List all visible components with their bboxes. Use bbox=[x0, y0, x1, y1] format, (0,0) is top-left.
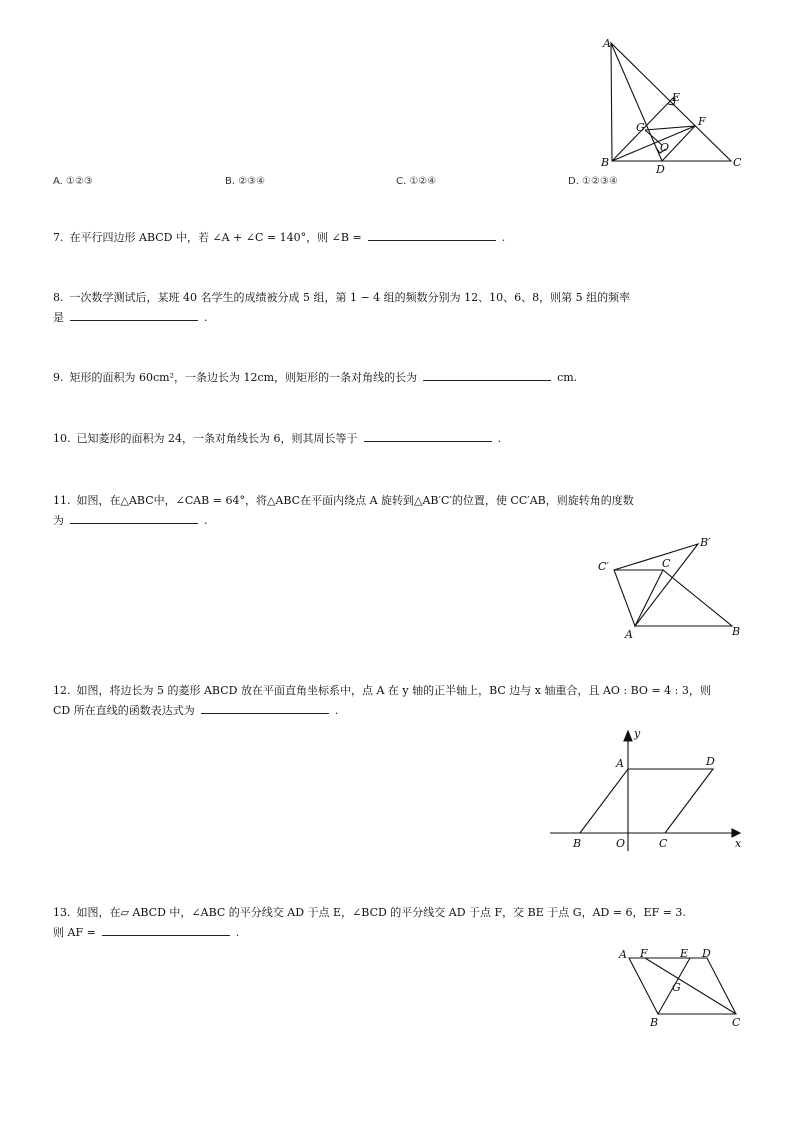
question-13 bbox=[53, 902, 743, 944]
q12-rhombus-abcd bbox=[580, 769, 713, 833]
q7-number: 7. bbox=[53, 231, 64, 244]
q13-label-g: G bbox=[672, 981, 681, 994]
q12-label-b: B bbox=[573, 837, 582, 850]
q13-label-f: F bbox=[640, 947, 648, 960]
question-11 bbox=[53, 490, 743, 532]
q7-text: 在平行四边形 ABCD 中，若 ∠A + ∠C = 140°，则 ∠B = bbox=[69, 231, 362, 244]
q9-number: 9. bbox=[53, 371, 64, 384]
q13-parallelogram-abcd bbox=[629, 958, 736, 1014]
q7-text-end: . bbox=[501, 231, 506, 244]
q12-y-axis-arrow bbox=[624, 731, 632, 741]
q13-label-b: B bbox=[650, 1016, 659, 1029]
q8-text-end: . bbox=[204, 311, 208, 324]
q6-label-a: A bbox=[603, 37, 611, 50]
q10-number: 10. bbox=[53, 432, 71, 445]
q8-text-line1: 一次数学测试后，某班 40 名学生的成绩被分成 5 组，第 1 − 4 组的频数分别为 12、10、6、8，则第 5 组的频率 bbox=[69, 291, 631, 304]
question-10 bbox=[53, 428, 743, 450]
q12-text-line2: CD 所在直线的函数表达式为 bbox=[53, 704, 195, 717]
q11-label-a: A bbox=[625, 628, 633, 641]
q13-text-line1: 如图，在▱ ABCD 中，∠ABC 的平分线交 AD 于点 E，∠BCD 的平分线交 AD 于点 F，交 BE 于点 G，AD = 6，EF = 3. bbox=[76, 906, 686, 919]
q10-text-end: . bbox=[497, 432, 501, 445]
q11-text-end: . bbox=[204, 514, 208, 527]
q8-answer-blank[interactable] bbox=[70, 308, 198, 321]
q10-answer-blank[interactable] bbox=[364, 429, 492, 442]
q6-choice-d[interactable]: D. ①②③④ bbox=[568, 176, 618, 187]
q6-label-c: C bbox=[733, 156, 742, 169]
q13-label-e: E bbox=[680, 947, 689, 960]
q12-figure bbox=[548, 725, 748, 855]
q12-label-y: y bbox=[634, 727, 641, 740]
q8-number: 8. bbox=[53, 291, 64, 304]
q6-line-b-f bbox=[612, 126, 695, 161]
q12-answer-blank[interactable] bbox=[201, 701, 329, 714]
q6-choice-b[interactable]: B. ②③④ bbox=[225, 176, 266, 187]
q6-choice-c[interactable]: C. ①②④ bbox=[396, 176, 437, 187]
q11-triangle-abc bbox=[635, 570, 732, 626]
q12-text-end: . bbox=[334, 704, 339, 717]
q13-label-c: C bbox=[732, 1016, 741, 1029]
q6-label-d: D bbox=[656, 163, 665, 176]
q11-number: 11. bbox=[53, 494, 71, 507]
q13-text-line2: 则 AF = bbox=[53, 926, 96, 939]
q11-label-b-prime-text: B′ bbox=[700, 536, 711, 549]
q6-label-o: O bbox=[660, 141, 670, 154]
q12-label-c: C bbox=[659, 837, 668, 850]
q13-answer-blank[interactable] bbox=[102, 923, 230, 936]
q11-label-c-prime: C′ bbox=[598, 560, 609, 573]
q11-figure bbox=[590, 530, 750, 645]
q11-text-line1: 如图，在△ABC中，∠CAB = 64°，将△ABC在平面内绕点 A 旋转到△AB′C′的位置，使 CC′AB，则旋转角的度数 bbox=[76, 494, 634, 507]
q9-text-end: cm. bbox=[557, 371, 578, 384]
q6-label-b: B bbox=[601, 156, 610, 169]
q12-number: 12. bbox=[53, 684, 71, 697]
q6-figure bbox=[590, 35, 750, 180]
q13-label-a: A bbox=[619, 948, 627, 961]
q8-text-line2: 是 bbox=[53, 311, 64, 324]
q11-label-b: B bbox=[732, 625, 741, 638]
q9-answer-blank[interactable] bbox=[423, 368, 551, 381]
q12-x-axis-arrow bbox=[732, 829, 740, 837]
q13-line-c-f bbox=[645, 958, 736, 1014]
question-9 bbox=[53, 367, 743, 389]
q6-label-g: G bbox=[636, 121, 645, 134]
q12-label-x: x bbox=[735, 837, 742, 850]
q12-label-a: A bbox=[616, 757, 624, 770]
q12-label-d: D bbox=[706, 755, 715, 768]
question-8 bbox=[53, 287, 743, 329]
q6-choice-a[interactable]: A. ①②③ bbox=[53, 176, 93, 187]
q13-text-end: . bbox=[235, 926, 240, 939]
q7-answer-blank[interactable] bbox=[368, 228, 496, 241]
q11-text-line2: 为 bbox=[53, 514, 64, 527]
q13-number: 13. bbox=[53, 906, 71, 919]
question-12 bbox=[53, 680, 743, 722]
q12-text-line1: 如图，将边长为 5 的菱形 ABCD 放在平面直角坐标系中，点 A 在 y 轴的正半轴上，BC 边与 x 轴重合，且 AO : BO = 4 : 3，则 bbox=[76, 684, 711, 697]
q10-text: 已知菱形的面积为 24，一条对角线长为 6，则其周长等于 bbox=[76, 432, 358, 445]
q13-figure bbox=[612, 944, 752, 1034]
q6-label-e: E bbox=[672, 91, 681, 104]
q13-label-d: D bbox=[702, 947, 711, 960]
q6-label-f: F bbox=[698, 115, 706, 128]
q12-label-o: O bbox=[616, 837, 626, 850]
question-7 bbox=[53, 227, 743, 249]
q11-label-c: C bbox=[662, 557, 671, 570]
q11-answer-blank[interactable] bbox=[70, 511, 198, 524]
q9-text: 矩形的面积为 60cm²，一条边长为 12cm，则矩形的一条对角线的长为 bbox=[69, 371, 418, 384]
